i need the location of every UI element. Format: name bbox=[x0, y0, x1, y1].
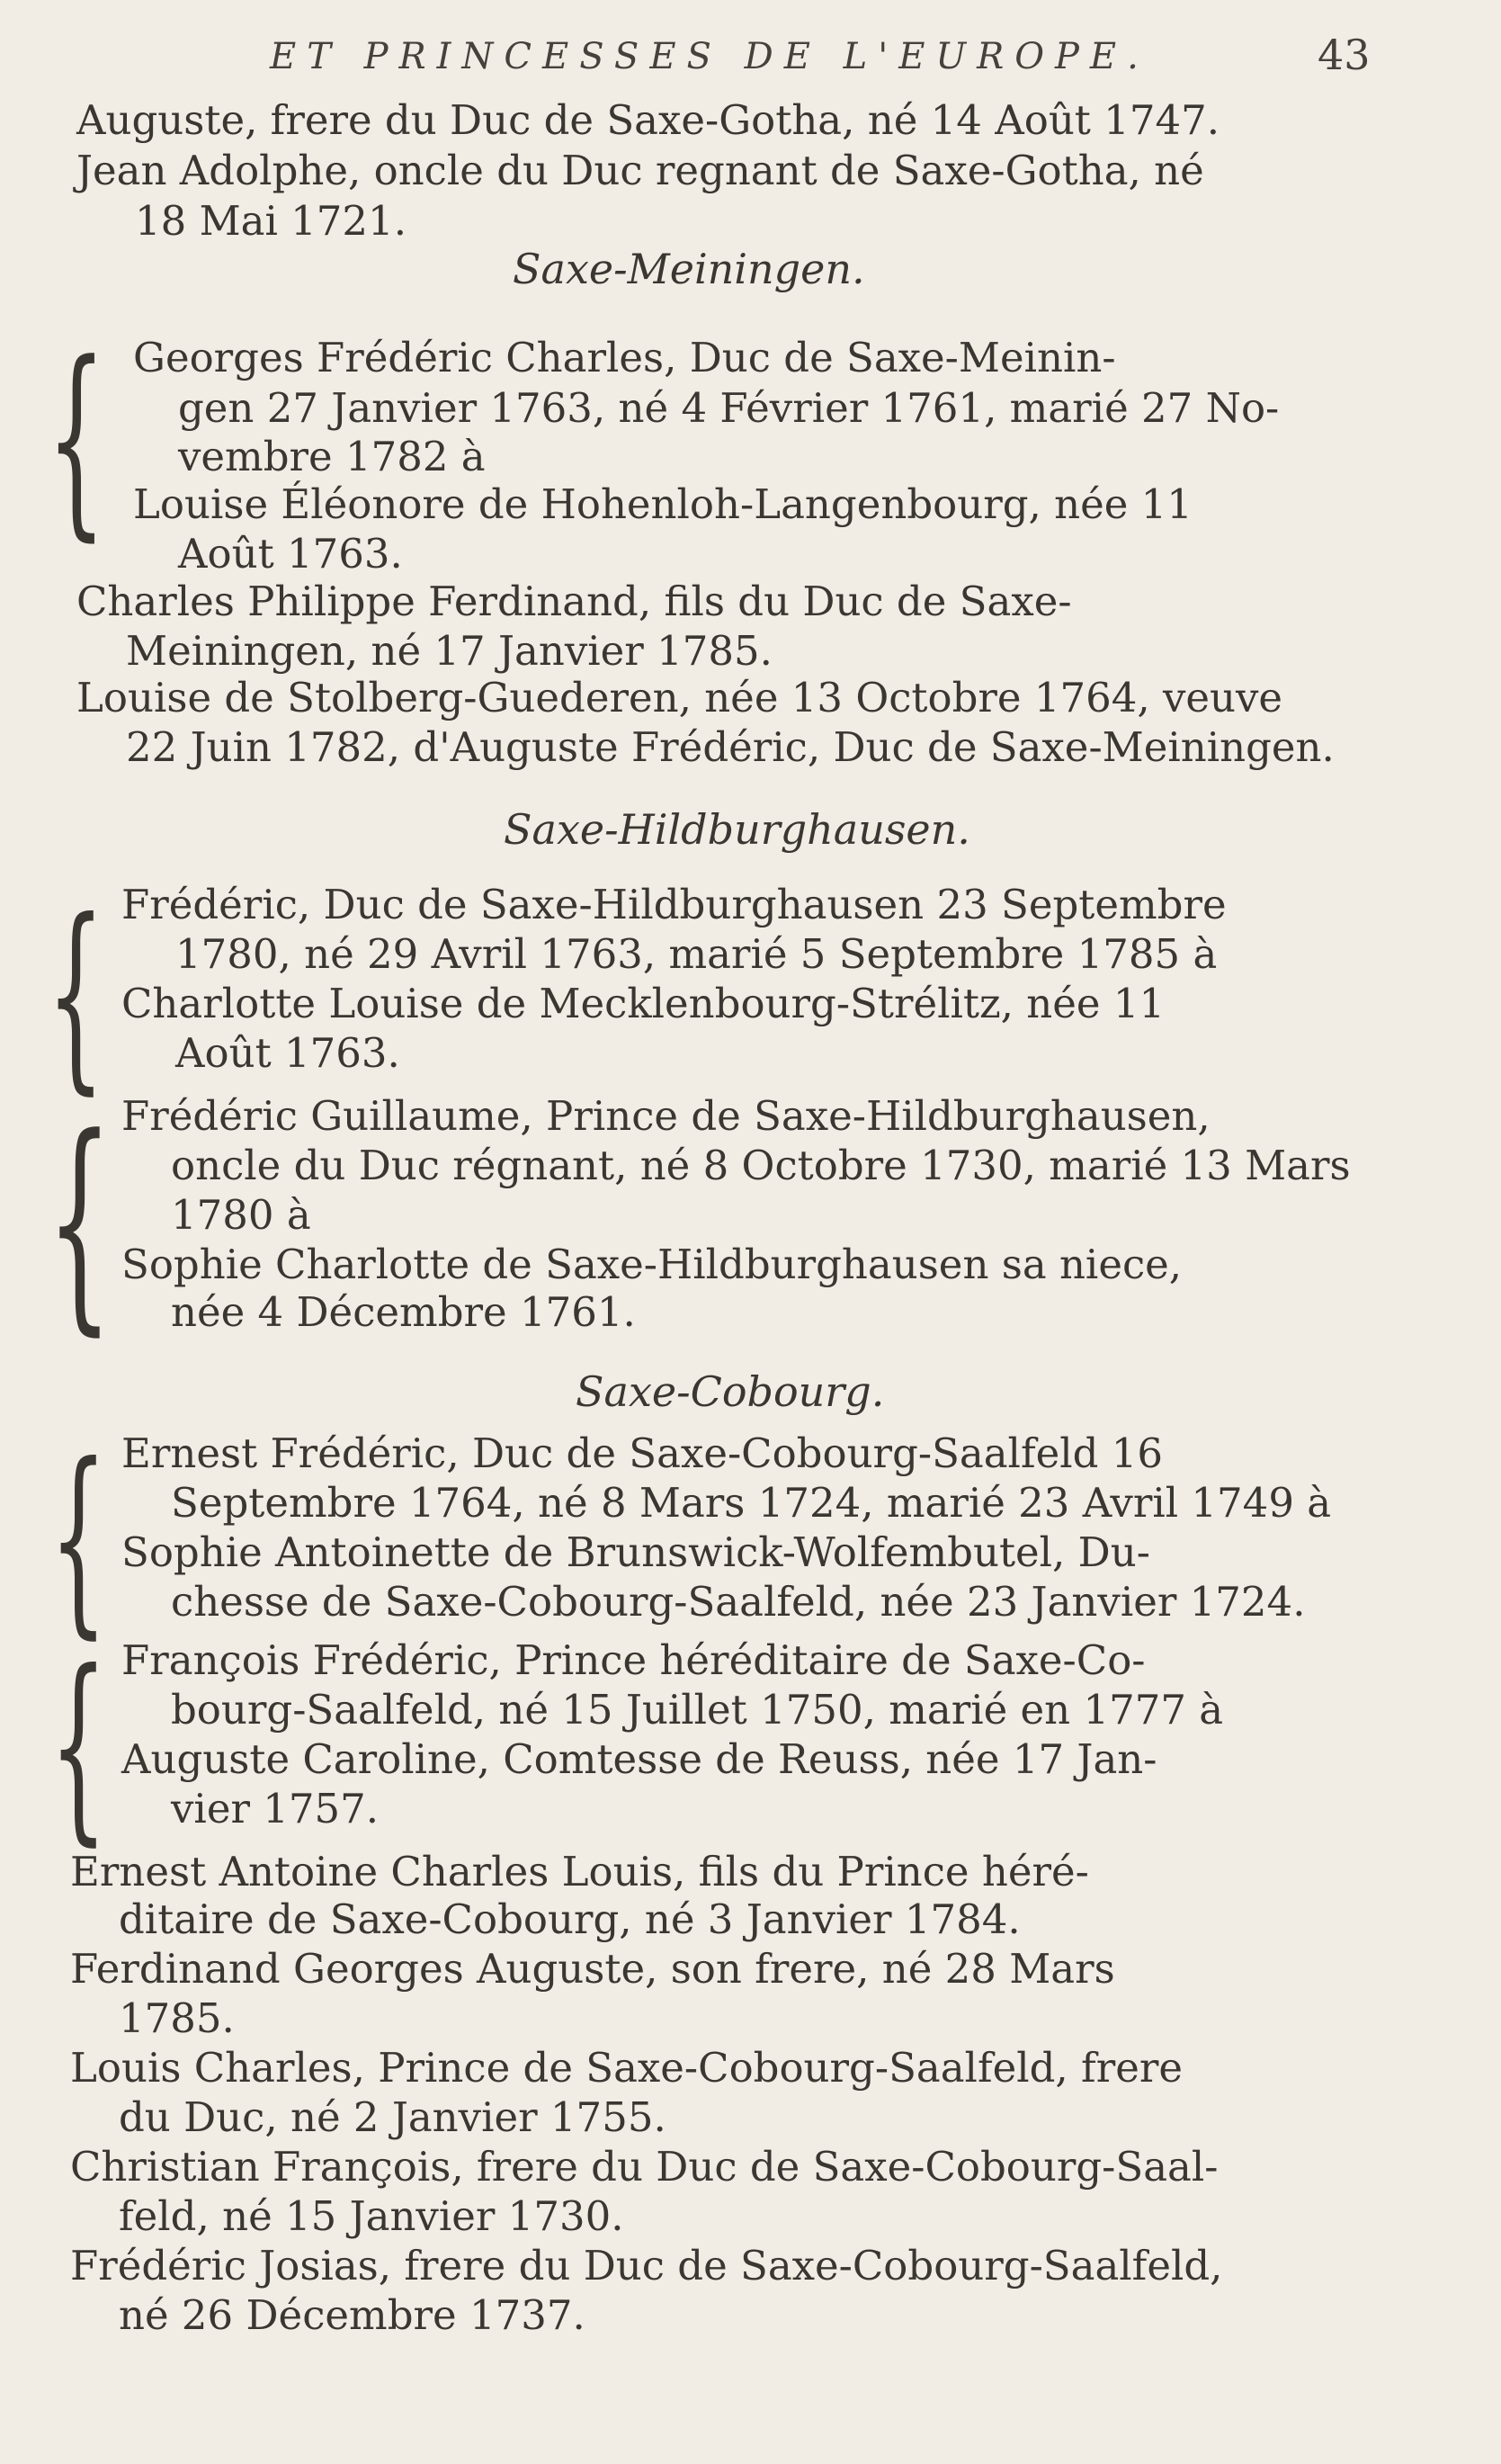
running-header: ET PRINCESSES DE L'EUROPE. bbox=[270, 36, 1149, 77]
entry-line: née 4 Décembre 1761. bbox=[171, 1288, 636, 1336]
entry-line: Ernest Frédéric, Duc de Saxe-Cobourg-Saalfeld 16 bbox=[121, 1429, 1164, 1477]
entry-line: Jean Adolphe, oncle du Duc regnant de Saxe-Gotha, né bbox=[76, 147, 1204, 194]
marriage-brace: { bbox=[47, 877, 105, 1113]
page-number: 43 bbox=[1318, 31, 1371, 79]
entry-line: Louise Éléonore de Hohenloh-Langenbourg, née 11 bbox=[133, 480, 1193, 528]
entry-line: 22 Juin 1782, d'Auguste Frédéric, Duc de Saxe-Meiningen. bbox=[126, 723, 1335, 771]
entry-line: Août 1763. bbox=[178, 530, 403, 578]
entry-line: vembre 1782 à bbox=[178, 433, 486, 480]
entry-line: Charlotte Louise de Mecklenbourg-Strélitz, née 11 bbox=[121, 980, 1166, 1027]
marriage-brace: { bbox=[47, 319, 106, 560]
entry-line: Auguste Caroline, Comtesse de Reuss, née 17 Jan- bbox=[121, 1735, 1157, 1783]
entry-line: ditaire de Saxe-Cobourg, né 3 Janvier 1784. bbox=[119, 1895, 1021, 1943]
entry-line: vier 1757. bbox=[171, 1785, 380, 1832]
entry-line: Septembre 1764, né 8 Mars 1724, marié 23 Avril 1749 à bbox=[171, 1479, 1332, 1527]
marriage-brace: { bbox=[49, 1628, 108, 1864]
entry-line: Christian François, frere du Duc de Saxe-Cobourg-Saal- bbox=[70, 2143, 1219, 2191]
entry-line: 1780, né 29 Avril 1763, marié 5 Septembre 1785 à bbox=[175, 930, 1218, 978]
entry-line: Louise de Stolberg-Guederen, née 13 Octobre 1764, veuve bbox=[76, 674, 1283, 721]
entry-line: Charles Philippe Ferdinand, fils du Duc de Saxe- bbox=[76, 578, 1072, 625]
entry-line: oncle du Duc régnant, né 8 Octobre 1730, marié 13 Mars bbox=[171, 1142, 1351, 1189]
entry-line: Sophie Charlotte de Saxe-Hildburghausen sa niece, bbox=[121, 1241, 1183, 1288]
entry-line: 18 Mai 1721. bbox=[135, 197, 407, 245]
entry-line: 1785. bbox=[119, 1994, 235, 2042]
entry-line: Frédéric, Duc de Saxe-Hildburghausen 23 Septembre bbox=[121, 881, 1227, 928]
entry-line: Ferdinand Georges Auguste, son frere, né 28 Mars bbox=[70, 1945, 1115, 1993]
entry-line: gen 27 Janvier 1763, né 4 Février 1761, marié 27 No- bbox=[178, 384, 1280, 432]
section-heading-saxe-hildburghausen: Saxe-Hildburghausen. bbox=[504, 805, 970, 854]
entry-line: feld, né 15 Janvier 1730. bbox=[119, 2192, 624, 2240]
entry-line: bourg-Saalfeld, né 15 Juillet 1750, marié en 1777 à bbox=[171, 1686, 1224, 1734]
entry-line: chesse de Saxe-Cobourg-Saalfeld, née 23 Janvier 1724. bbox=[171, 1578, 1306, 1626]
section-heading-saxe-cobourg: Saxe-Cobourg. bbox=[576, 1367, 885, 1416]
entry-line: 1780 à bbox=[171, 1191, 311, 1239]
entry-line: François Frédéric, Prince héréditaire de Saxe-Co- bbox=[121, 1636, 1146, 1684]
entry-line: Louis Charles, Prince de Saxe-Cobourg-Saalfeld, frere bbox=[70, 2044, 1183, 2092]
entry-line: Meiningen, né 17 Janvier 1785. bbox=[126, 627, 773, 675]
marriage-brace: { bbox=[47, 1089, 113, 1356]
entry-line: né 26 Décembre 1737. bbox=[119, 2291, 585, 2339]
entry-line: Ernest Antoine Charles Louis, fils du Prince héré- bbox=[70, 1848, 1089, 1895]
section-heading-saxe-meiningen: Saxe-Meiningen. bbox=[513, 245, 865, 293]
entry-line: Frédéric Josias, frere du Duc de Saxe-Cobourg-Saalfeld, bbox=[70, 2242, 1223, 2289]
entry-line: Août 1763. bbox=[175, 1029, 400, 1077]
entry-line: du Duc, né 2 Janvier 1755. bbox=[119, 2093, 666, 2141]
entry-line: Georges Frédéric Charles, Duc de Saxe-Meinin- bbox=[133, 334, 1116, 381]
entry-line: Sophie Antoinette de Brunswick-Wolfembutel, Du- bbox=[121, 1528, 1150, 1576]
marriage-brace: { bbox=[49, 1421, 108, 1657]
entry-line: Auguste, frere du Duc de Saxe-Gotha, né 14 Août 1747. bbox=[76, 96, 1220, 144]
entry-line: Frédéric Guillaume, Prince de Saxe-Hildburghausen, bbox=[121, 1092, 1211, 1140]
